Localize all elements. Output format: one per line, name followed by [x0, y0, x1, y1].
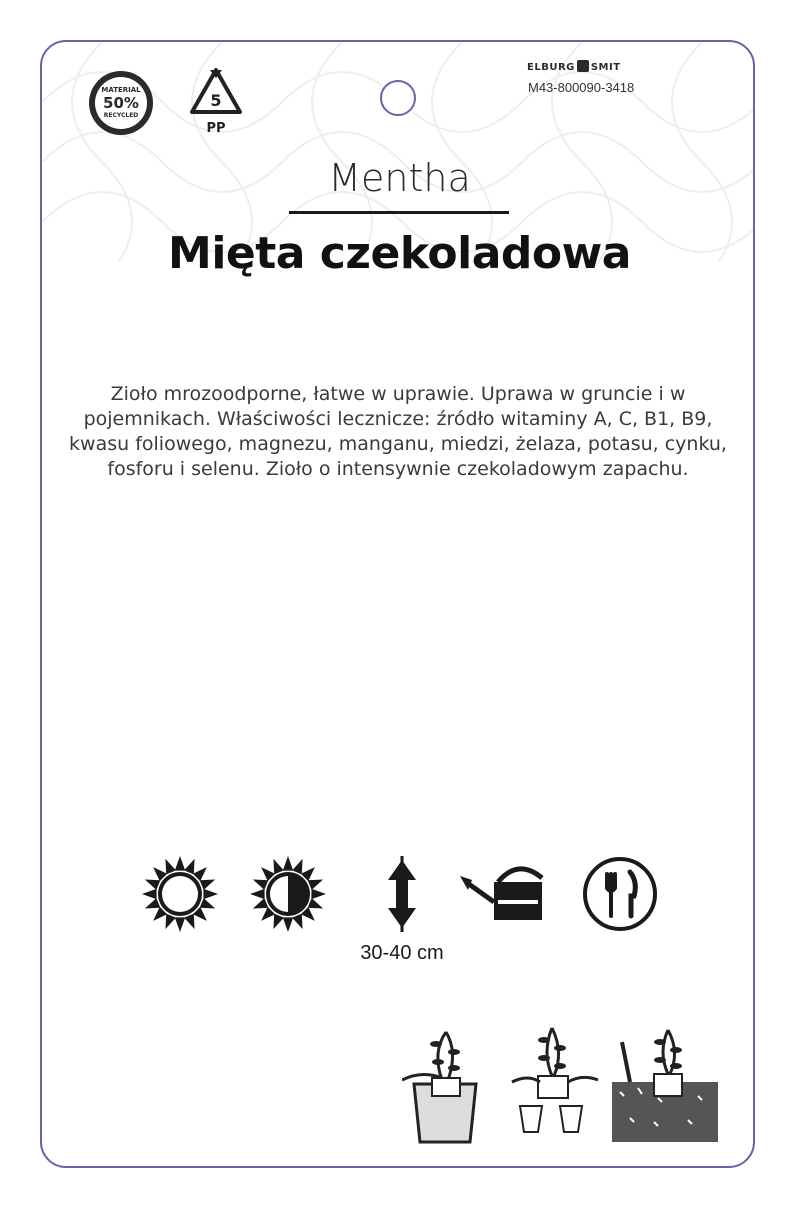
- edible-fork-knife-icon: [580, 854, 660, 934]
- sun-ray: [145, 898, 160, 908]
- sun-ray: [311, 889, 326, 899]
- product-code: M43-800090-3418: [528, 80, 635, 95]
- full-sun-icon: [140, 854, 220, 934]
- sun-ray: [273, 859, 283, 874]
- sun-ray: [283, 917, 293, 932]
- brand-name-right: SMIT: [590, 62, 621, 73]
- sun-ray: [200, 898, 215, 908]
- sun-ray: [165, 859, 175, 874]
- pot-step-icon: [402, 1032, 476, 1142]
- brand-mark-icon: [577, 60, 589, 72]
- plant-in-ground-step-icon: [612, 1030, 718, 1142]
- svg-text:MATERIAL: MATERIAL: [101, 86, 141, 94]
- plant-description: Zioło mrozoodporne, łatwe w uprawie. Uprawa w gruncie i w pojemnikach. Właściwości lecznicze: źródło witaminy A, C, B1, B9, kwasu foliowego, magnezu, manganu, miedzi, żelaza, potasu, cynku, fosforu i selenu. Zioło o intensywnie czekoladowym zapachu.: [69, 383, 727, 480]
- hang-hole: [380, 80, 416, 116]
- sun-ray: [250, 889, 265, 899]
- brand-logo: [527, 60, 657, 73]
- sun-ray: [253, 879, 268, 889]
- sun-ray: [283, 856, 293, 871]
- planting-instructions-illustration: [402, 1022, 722, 1147]
- sun-ray: [142, 889, 157, 899]
- remove-pot-step-icon: [512, 1028, 598, 1132]
- sun-ray: [292, 859, 302, 874]
- sun-ray: [273, 914, 283, 929]
- sun-ray: [184, 859, 194, 874]
- recycled-material-badge-icon: [88, 70, 154, 136]
- sun-ray: [200, 879, 215, 889]
- sun-ray: [175, 917, 185, 932]
- common-name: Mięta czekoladowa: [168, 228, 631, 279]
- plant-label-card: [40, 40, 755, 1168]
- recycling-material: PP: [206, 121, 226, 136]
- sun-ray: [175, 856, 185, 871]
- sun-ray: [292, 914, 302, 929]
- sun-ray: [308, 898, 323, 908]
- svg-text:50%: 50%: [103, 94, 139, 112]
- sun-ray: [308, 879, 323, 889]
- recycling-pp-icon: [186, 66, 246, 138]
- sun-ray: [145, 879, 160, 889]
- height-range: 30-40 cm: [360, 942, 444, 964]
- height-arrow-icon: [382, 854, 422, 934]
- sun-ray: [184, 914, 194, 929]
- svg-text:RECYCLED: RECYCLED: [103, 112, 139, 119]
- sun-ray: [165, 914, 175, 929]
- title-divider: [289, 211, 509, 214]
- partial-shade-icon: [248, 854, 328, 934]
- sun-ray: [253, 898, 268, 908]
- care-icons: [140, 854, 660, 934]
- sun-ray: [203, 889, 218, 899]
- recycling-code: 5: [210, 91, 222, 110]
- watering-can-icon: [458, 854, 554, 934]
- brand-name-left: ELBURG: [527, 62, 575, 73]
- latin-name: Mentha: [328, 156, 471, 200]
